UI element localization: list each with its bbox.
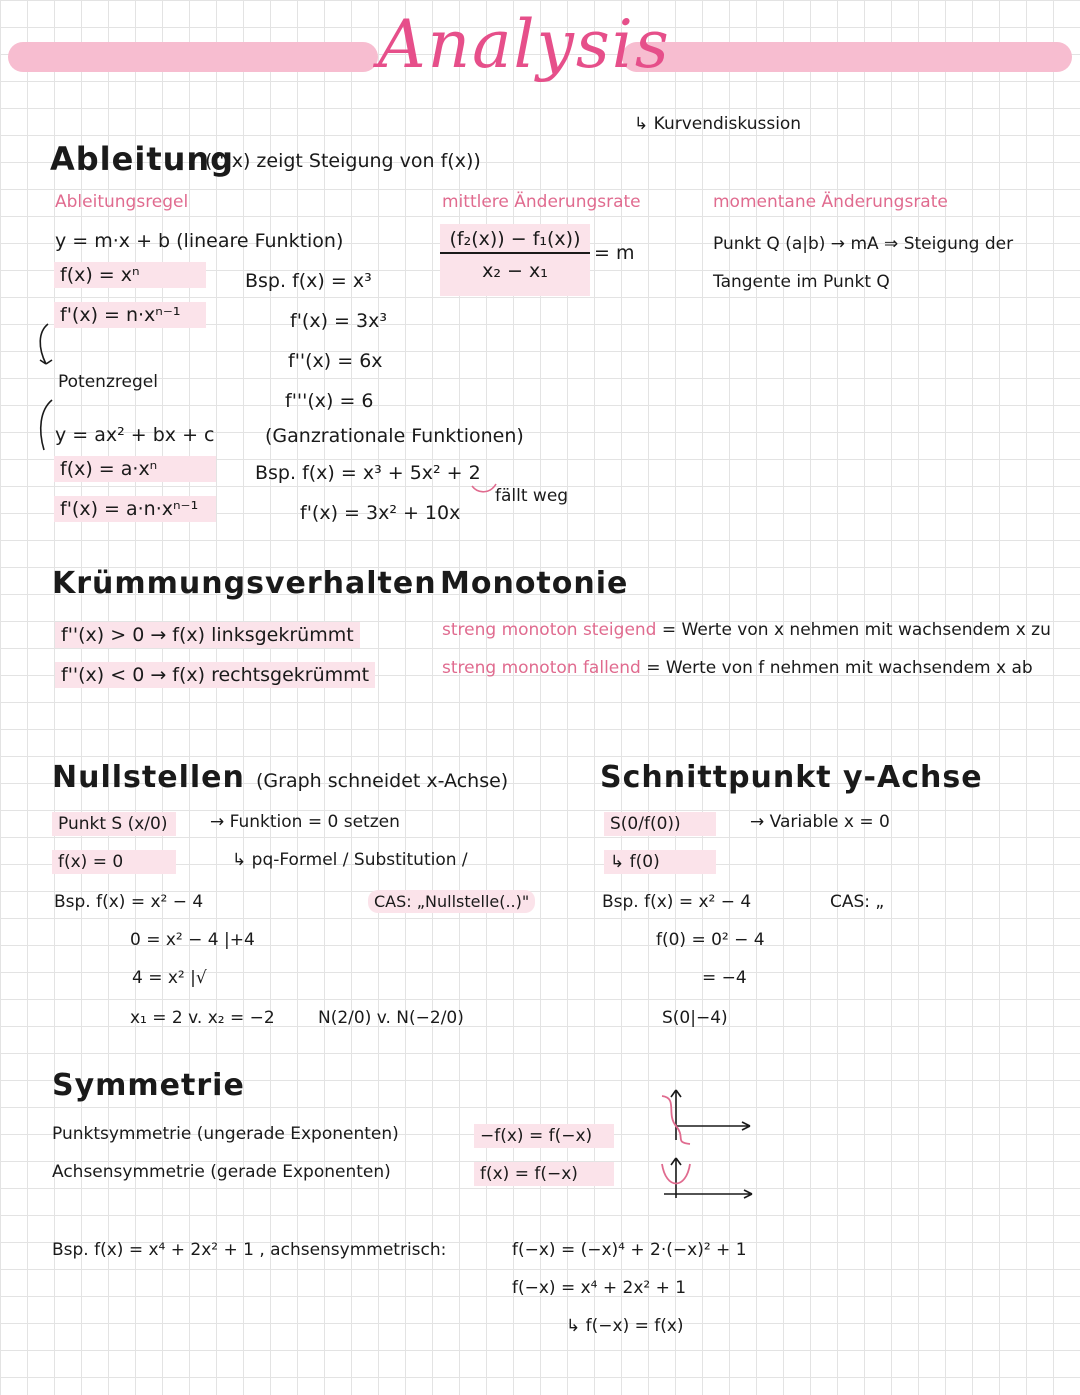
scaled-power-function: f(x) = a·xⁿ	[54, 456, 216, 482]
monotonie-fallend-def: = Werte von f nehmen mit wachsendem x ab	[640, 658, 1033, 678]
power-function: f(x) = xⁿ	[54, 262, 206, 288]
bsp1-line1: Bsp. f(x) = x³	[245, 270, 372, 292]
symmetrie-step2: f(−x) = x⁴ + 2x² + 1	[512, 1278, 687, 1298]
title-bar-left	[8, 42, 378, 72]
momentane-label: momentane Änderungsrate	[713, 192, 948, 212]
mittlere-label: mittlere Änderungsrate	[442, 192, 641, 212]
schnittpunkt-variable: → Variable x = 0	[750, 812, 890, 832]
symmetrie-step3: ↳ f(−x) = f(x)	[566, 1316, 684, 1336]
bsp1-line4: f'''(x) = 6	[285, 390, 374, 412]
faellt-weg-note: fällt weg	[495, 486, 569, 506]
punktsymmetrie-sketch-icon	[656, 1086, 756, 1146]
subtitle: ↳ Kurvendiskussion	[634, 114, 802, 134]
schnittpunkt-result: S(0|−4)	[662, 1008, 728, 1028]
nullstellen-result: N(2/0) v. N(−2/0)	[318, 1008, 464, 1028]
schnittpunkt-step2: = −4	[702, 968, 747, 988]
nullstellen-heading: Nullstellen	[52, 760, 245, 795]
symmetrie-bsp: Bsp. f(x) = x⁴ + 2x² + 1 , achsensymmetrisch:	[52, 1240, 447, 1260]
mittlere-numerator: (f₂(x)) − f₁(x))	[440, 228, 590, 254]
nullstellen-cas: CAS: „Nullstelle(..)"	[368, 890, 535, 913]
mittlere-result: = m	[594, 242, 635, 264]
mittlere-formula	[440, 228, 590, 282]
nullstellen-step2: 4 = x² |√	[132, 968, 207, 988]
symmetrie-achse: Achsensymmetrie (gerade Exponenten)	[52, 1162, 391, 1182]
title-bar-right	[622, 42, 1072, 72]
nullstellen-punkt: Punkt S (x/0)	[52, 812, 176, 836]
monotonie-heading: Monotonie	[440, 566, 629, 601]
symmetrie-formula1: −f(x) = f(−x)	[474, 1124, 614, 1148]
nullstellen-methods: ↳ pq-Formel / Substitution /	[232, 850, 468, 870]
polynomial: y = ax² + bx + c	[55, 424, 215, 446]
schnittpunkt-cas: CAS: „	[830, 892, 885, 912]
symmetrie-punkt: Punktsymmetrie (ungerade Exponenten)	[52, 1124, 399, 1144]
monotonie-steigend-def: = Werte von x nehmen mit wachsendem x zu	[656, 620, 1051, 640]
power-derivative: f'(x) = n·xⁿ⁻¹	[54, 302, 206, 328]
faellt-weg-arrow	[468, 480, 498, 500]
monotonie-line1	[442, 620, 1051, 640]
kruemmung-line2: f''(x) < 0 → f(x) rechtsgekrümmt	[55, 662, 375, 688]
nullstellen-funktion0: → Funktion = 0 setzen	[210, 812, 400, 832]
bracket-arrow	[34, 320, 64, 460]
ableitungsregel-label: Ableitungsregel	[55, 192, 189, 212]
ganzrational-note: (Ganzrationale Funktionen)	[265, 425, 524, 447]
symmetrie-heading: Symmetrie	[52, 1068, 245, 1103]
scaled-power-derivative: f'(x) = a·n·xⁿ⁻¹	[54, 496, 216, 522]
mittlere-denominator: x₂ − x₁	[482, 260, 548, 282]
linear-function: y = m·x + b (lineare Funktion)	[55, 230, 344, 252]
monotonie-steigend-term: streng monoton steigend	[442, 620, 657, 640]
symmetrie-formula2: f(x) = f(−x)	[474, 1162, 614, 1186]
nullstellen-step1: 0 = x² − 4 |+4	[130, 930, 255, 950]
schnittpunkt-bsp: Bsp. f(x) = x² − 4	[602, 892, 752, 912]
kruemmung-line1: f''(x) > 0 → f(x) linksgekrümmt	[55, 622, 360, 648]
bsp2-derivative: f'(x) = 3x² + 10x	[300, 502, 461, 524]
kruemmung-heading: Krümmungsverhalten	[52, 566, 437, 601]
potenzregel-label: Potenzregel	[58, 372, 158, 392]
monotonie-fallend-term: streng monoton fallend	[442, 658, 641, 678]
nullstellen-step3: x₁ = 2 v. x₂ = −2	[130, 1008, 275, 1028]
momentane-line1: Punkt Q (a|b) → mA ⇒ Steigung der	[713, 234, 1014, 254]
monotonie-line2	[442, 658, 1033, 678]
schnittpunkt-s0: S(0/f(0))	[604, 812, 716, 836]
momentane-line2: Tangente im Punkt Q	[713, 272, 890, 292]
ableitung-heading: Ableitung	[50, 140, 235, 178]
bsp2: Bsp. f(x) = x³ + 5x² + 2	[255, 462, 481, 484]
schnittpunkt-f0: ↳ f(0)	[604, 850, 716, 874]
page-title: Analysis	[378, 6, 671, 83]
nullstellen-fx0: f(x) = 0	[52, 850, 176, 874]
nullstellen-note: (Graph schneidet x-Achse)	[256, 770, 509, 792]
achsensymmetrie-sketch-icon	[656, 1150, 756, 1200]
nullstellen-bsp: Bsp. f(x) = x² − 4	[54, 892, 204, 912]
bsp1-line2: f'(x) = 3x³	[290, 310, 387, 332]
schnittpunkt-heading: Schnittpunkt y-Achse	[600, 760, 983, 795]
symmetrie-step1: f(−x) = (−x)⁴ + 2·(−x)² + 1	[512, 1240, 747, 1260]
bsp1-line3: f''(x) = 6x	[288, 350, 383, 372]
schnittpunkt-step1: f(0) = 0² − 4	[656, 930, 765, 950]
ableitung-note: (f'(x) zeigt Steigung von f(x))	[205, 150, 481, 172]
